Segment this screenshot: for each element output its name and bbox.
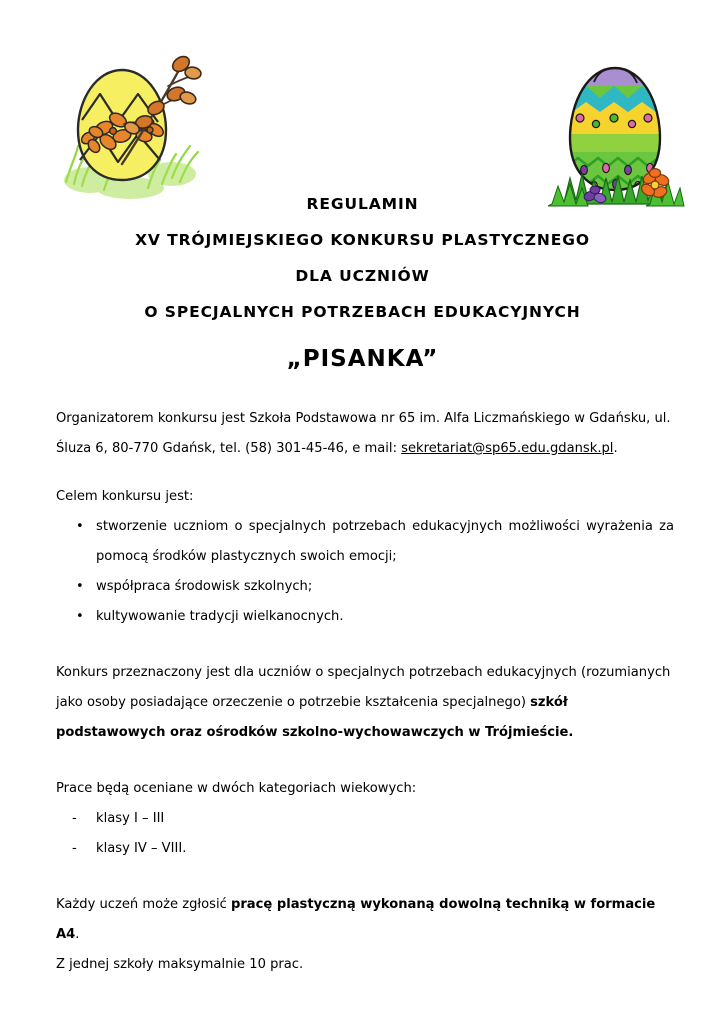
list-item xyxy=(56,572,674,602)
category-text: klasy IV – VIII. xyxy=(96,841,187,856)
title-for-students: DLA UCZNIÓW xyxy=(295,267,430,285)
list-item xyxy=(56,512,674,572)
document-body xyxy=(56,404,674,980)
title-special-needs: O SPECJALNYCH POTRZEBACH EDUKACYJNYCH xyxy=(144,303,581,321)
categories-heading: Prace będą oceniane w dwóch kategoriach wiekowych: xyxy=(56,781,417,796)
bullet-icon: • xyxy=(76,609,84,624)
organizer-text: Organizatorem konkursu jest Szkoła Podstawowa nr 65 im. Alfa Liczmańskiego w Gdańsku, ul. Śluza 6, 80-770 Gdańsk, tel. (58) 301-45-46, e mail: xyxy=(56,411,671,456)
title-pisanka: „PISANKA” xyxy=(286,346,439,372)
eligibility-bold-text: szkół podstawowych oraz ośrodków szkolno-wychowawczych w Trójmieście. xyxy=(56,695,574,740)
goals-heading: Celem konkursu jest: xyxy=(56,489,194,504)
dash-icon: - xyxy=(72,811,77,826)
eligibility-normal-text: Konkurs przeznaczony jest dla uczniów o specjalnych potrzebach edukacyjnych (rozumianych jako osoby posiadające orzeczenie o potrzebie kształcenia specjalnego) xyxy=(56,665,671,710)
submission-period: . xyxy=(75,927,80,942)
bullet-icon: • xyxy=(76,519,84,534)
title-contest-name: XV TRÓJMIEJSKIEGO KONKURSU PLASTYCZNEGO xyxy=(135,231,590,249)
limit-paragraph: Z jednej szkoły maksymalnie 10 prac. xyxy=(56,957,304,972)
goal-text: współpraca środowisk szkolnych; xyxy=(96,579,313,594)
organizer-paragraph xyxy=(56,404,674,464)
organizer-email[interactable]: sekretariat@sp65.edu.gdansk.pl xyxy=(401,441,614,456)
submission-normal-text: Każdy uczeń może zgłosić xyxy=(56,897,231,912)
easter-egg-willow-illustration xyxy=(52,42,217,207)
goal-text: stworzenie uczniom o specjalnych potrzebach edukacyjnych możliwości wyrażenia za pomocą środków plastycznych swoich emocji; xyxy=(96,519,674,564)
goals-list xyxy=(56,512,674,632)
category-text: klasy I – III xyxy=(96,811,165,826)
submission-paragraph xyxy=(56,890,674,950)
submission-bold-text: pracę plastyczną wykonaną dowolną techniką w formacie A4 xyxy=(56,897,656,942)
bullet-icon: • xyxy=(76,579,84,594)
organizer-period: . xyxy=(613,441,618,456)
title-regulamin: REGULAMIN xyxy=(306,195,419,213)
document-title-block xyxy=(0,186,725,382)
list-item xyxy=(56,804,674,834)
list-item xyxy=(56,834,674,864)
goal-text: kultywowanie tradycji wielkanocnych. xyxy=(96,609,344,624)
dash-icon: - xyxy=(72,841,77,856)
eligibility-paragraph xyxy=(56,658,674,748)
categories-list xyxy=(56,804,674,864)
list-item xyxy=(56,602,674,632)
